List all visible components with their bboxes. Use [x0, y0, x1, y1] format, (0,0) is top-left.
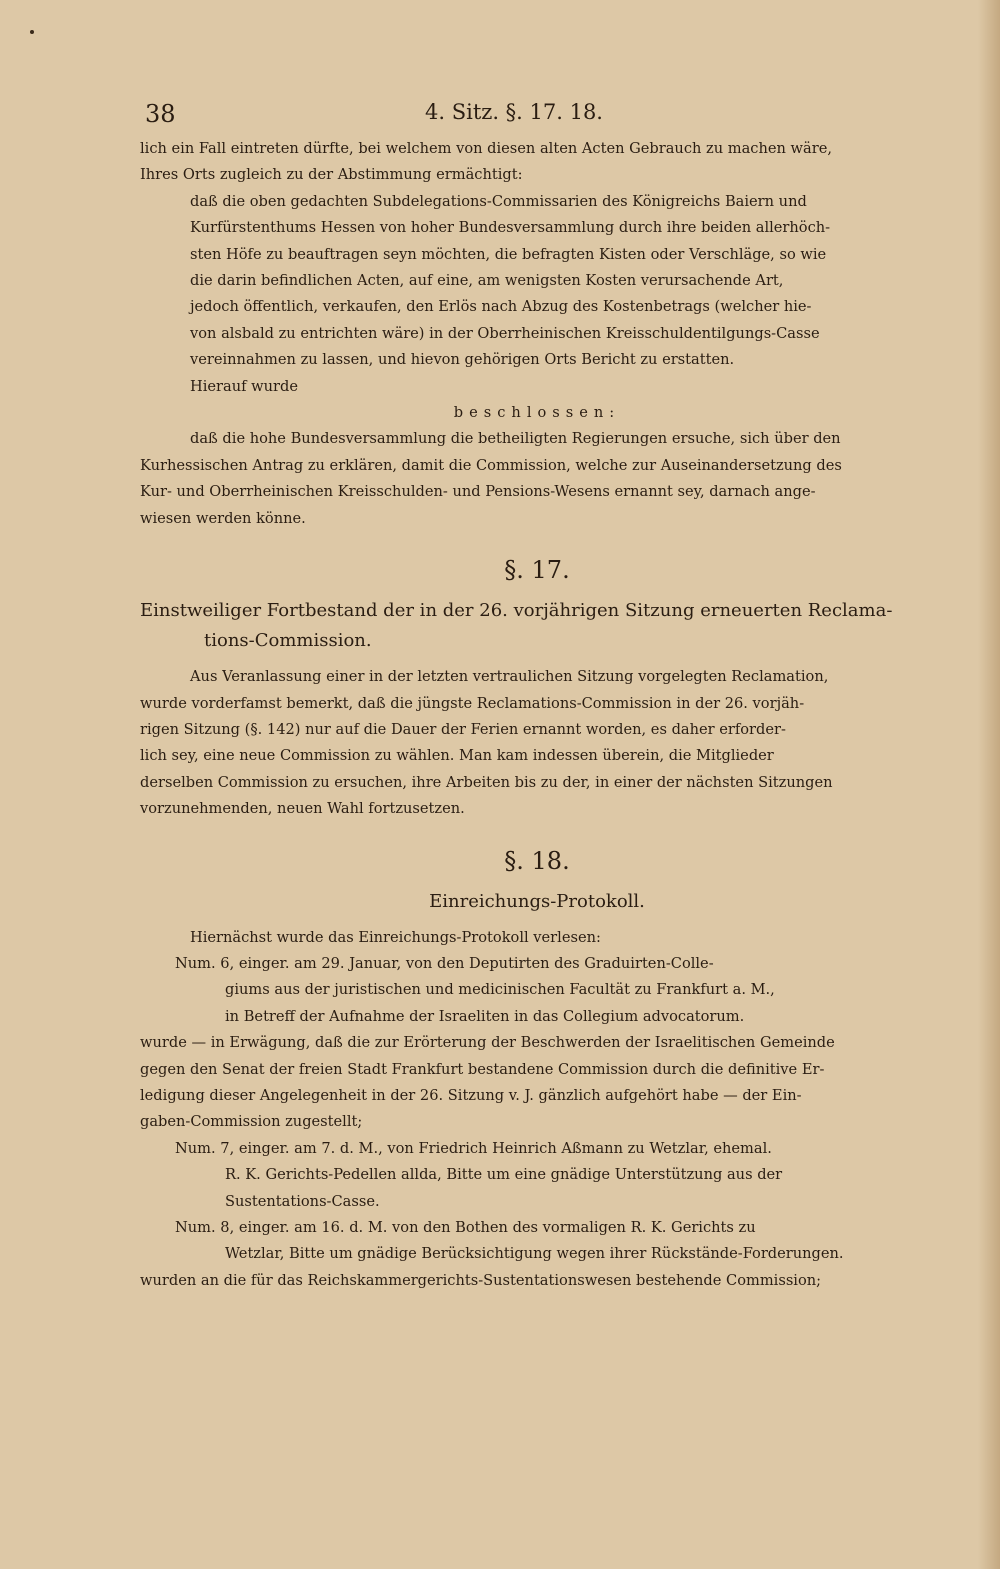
entry-line: Num. 8, einger. am 16. d. M. von den Bothen des vormaligen R. K. Gerichts zu: [175, 1219, 756, 1236]
page-number: 38: [145, 100, 176, 128]
text-line: Kurfürstenthums Hessen von hoher Bundesversammlung durch ihre beiden allerhöch-: [190, 219, 831, 237]
page-edge-shadow: [978, 0, 1000, 1569]
entry-line: R. K. Gerichts-Pedellen allda, Bitte um eine gnädige Unterstützung aus der: [225, 1166, 783, 1184]
text-line: ledigung dieser Angelegenheit in der 26. Sitzung v. J. gänzlich aufgehört habe — der Ein-: [140, 1086, 802, 1104]
section-17-title-cont: tions-Commission.: [204, 630, 372, 652]
section-18-title: Einreichungs-Protokoll.: [429, 890, 645, 912]
entry-line: giums aus der juristischen und medicinischen Facultät zu Frankfurt a. M.,: [225, 981, 775, 999]
text-line: wurden an die für das Reichskammergerichts-Sustentationswesen bestehende Commission;: [140, 1271, 822, 1289]
text-line: rigen Sitzung (§. 142) nur auf die Dauer der Ferien ernannt worden, es daher erforder-: [140, 720, 786, 738]
text-line: gegen den Senat der freien Stadt Frankfurt bestandene Commission durch die definitive Er-: [140, 1060, 825, 1078]
text-line: Hierauf wurde: [190, 377, 298, 395]
text-line: daß die oben gedachten Subdelegations-Commissarien des Königreichs Baiern und: [190, 192, 807, 210]
text-line: Aus Veranlassung einer in der letzten vertraulichen Sitzung vorgelegten Reclamation,: [190, 668, 829, 686]
page-header: [140, 96, 934, 136]
text-line: Hiernächst wurde das Einreichungs-Protokoll verlesen:: [190, 928, 601, 946]
text-line: vorzunehmenden, neuen Wahl fortzusetzen.: [140, 800, 465, 818]
text-line: wurde vorderfamst bemerkt, daß die jüngste Reclamations-Commission in der 26. vorjäh-: [140, 694, 805, 712]
text-line: gaben-Commission zugestellt;: [140, 1113, 363, 1131]
text-line: lich ein Fall eintreten dürfte, bei welchem von diesen alten Acten Gebrauch zu machen wäre,: [140, 140, 832, 157]
section-17-title: Einstweiliger Fortbestand der in der 26. vorjährigen Sitzung erneuerten Reclama-: [140, 600, 893, 622]
text-line: die darin befindlichen Acten, auf eine, am wenigsten Kosten verursachende Art,: [190, 272, 784, 290]
text-line: wiesen werden könne.: [140, 509, 306, 527]
entry-line: in Betreff der Aufnahme der Israeliten in das Collegium advocatorum.: [225, 1007, 745, 1025]
text-line: von alsbald zu entrichten wäre) in der Oberrheinischen Kreisschuldentilgungs-Casse: [190, 324, 820, 342]
entry-line: Num. 7, einger. am 7. d. M., von Friedrich Heinrich Aßmann zu Wetzlar, ehemal.: [175, 1139, 772, 1157]
entry-line: Wetzlar, Bitte um gnädige Berücksichtigung wegen ihrer Rückstände-Forderungen.: [225, 1245, 844, 1263]
text-line: Ihres Orts zugleich zu der Abstimmung ermächtigt:: [140, 166, 523, 184]
running-title: 4. Sitz. §. 17. 18.: [425, 100, 603, 124]
text-line: derselben Commission zu ersuchen, ihre Arbeiten bis zu der, in einer der nächsten Sitzungen: [140, 773, 833, 791]
ink-speck: [30, 30, 34, 34]
section-18-mark: §. 18.: [504, 846, 570, 875]
text-line: Kurhessischen Antrag zu erklären, damit die Commission, welche zur Auseinandersetzung des: [140, 456, 842, 474]
text-line: wurde — in Erwägung, daß die zur Erörterung der Beschwerden der Israelitischen Gemeinde: [140, 1034, 835, 1052]
entry-line: Num. 6, einger. am 29. Januar, von den Deputirten des Graduirten-Colle-: [175, 954, 714, 972]
text-line: lich sey, eine neue Commission zu wählen. Man kam indessen überein, die Mitglieder: [140, 747, 774, 765]
text-line: sten Höfe zu beauftragen seyn möchten, die befragten Kisten oder Verschläge, so wie: [190, 245, 827, 263]
text-line: daß die hohe Bundesversammlung die betheiligten Regierungen ersuche, sich über den: [190, 430, 841, 448]
page-content: [140, 96, 934, 1294]
section-17-mark: §. 17.: [504, 556, 570, 585]
text-line: jedoch öffentlich, verkaufen, den Erlös nach Abzug des Kostenbetrags (welcher hie-: [190, 298, 812, 316]
text-line: vereinnahmen zu lassen, und hievon gehörigen Orts Bericht zu erstatten.: [190, 351, 735, 369]
resolution-heading: beschlossen:: [453, 404, 621, 422]
text-line: Kur- und Oberrheinischen Kreisschulden- und Pensions-Wesens ernannt sey, darnach ange-: [140, 483, 816, 501]
entry-line: Sustentations-Casse.: [225, 1192, 380, 1210]
